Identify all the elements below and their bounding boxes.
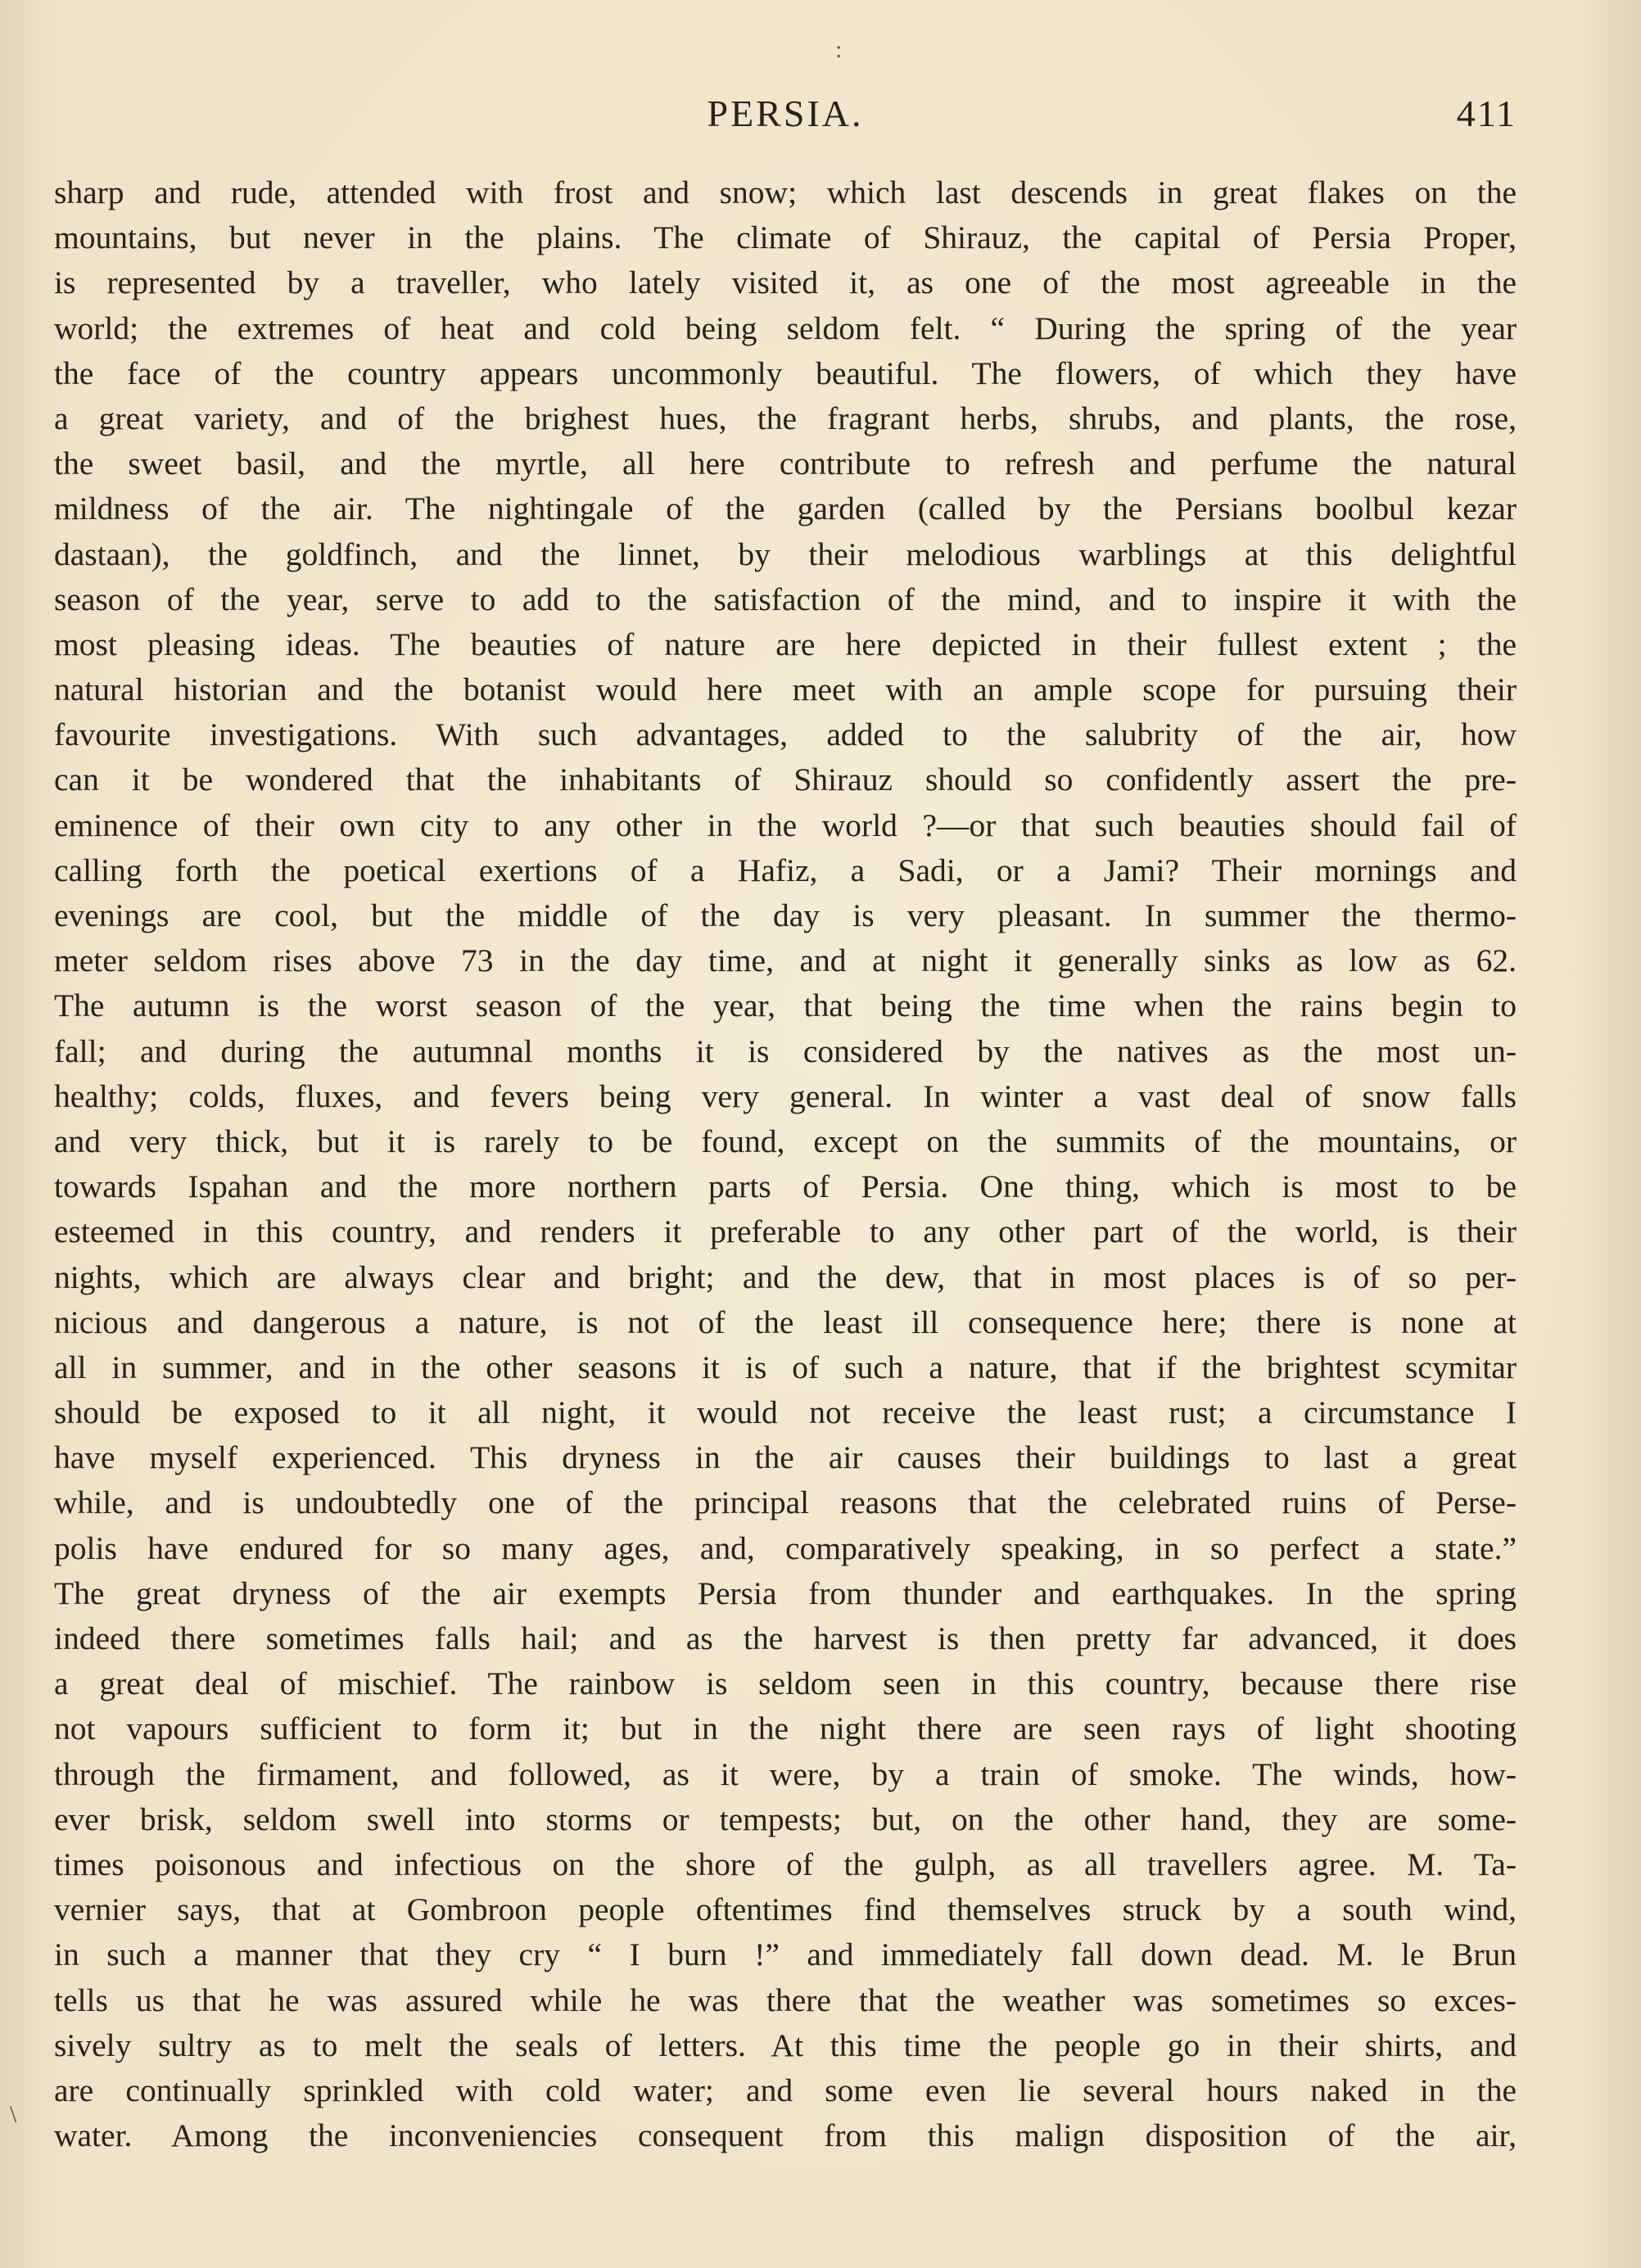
text-line: indeed there sometimes falls hail; and as the harvest is then pretty far advanced, it does [54,1620,1517,1656]
text-line: nights, which are always clear and bright; and the dew, that in most places is of so per- [54,1258,1517,1295]
text-line: sively sultry as to melt the seals of letters. At this time the people go in their shirts, and [54,2026,1517,2063]
body-text [54,170,1517,2158]
text-line: polis have endured for so many ages, and, comparatively speaking, in so perfect a state.” [54,1529,1517,1566]
text-line: times poisonous and infectious on the shore of the gulph, as all travellers agree. M. Ta- [54,1846,1517,1882]
text-line: mildness of the air. The nightingale of the garden (called by the Persians boolbul kezar [54,490,1517,527]
text-line: not vapours sufficient to form it; but in the night there are seen rays of light shooting [54,1710,1517,1747]
text-line: should be exposed to it all night, it would not receive the least rust; a circumstance I [54,1394,1517,1431]
text-line: world; the extremes of heat and cold being seldom felt. “ During the spring of the year [54,309,1517,346]
text-line: a great deal of mischief. The rainbow is seldom seen in this country, because there rise [54,1665,1517,1702]
text-line: a great variety, and of the brighest hues, the fragrant herbs, shrubs, and plants, the rose, [54,400,1517,436]
text-line: esteemed in this country, and renders it preferable to any other part of the world, is their [54,1213,1517,1250]
top-margin-mark: : [835,36,843,63]
page-number: 411 [1456,93,1517,134]
page-header [54,92,1517,149]
text-line: dastaan), the goldfinch, and the linnet, by their melodious warblings at this delightful [54,535,1517,572]
text-line: ever brisk, seldom swell into storms or tempests; but, on the other hand, they are some- [54,1800,1517,1837]
text-line: the face of the country appears uncommonly beautiful. The flowers, of which they have [54,355,1517,391]
text-line: while, and is undoubtedly one of the principal reasons that the celebrated ruins of Perse- [54,1484,1517,1521]
text-line: water. Among the inconveniencies consequent from this malign disposition of the air, [54,2117,1517,2154]
text-line: is represented by a traveller, who lately visited it, as one of the most agreeable in the [54,264,1517,301]
text-line: meter seldom rises above 73 in the day time, and at night it generally sinks as low as 62. [54,942,1517,979]
text-line: towards Ispahan and the more northern parts of Persia. One thing, which is most to be [54,1168,1517,1205]
running-head: PERSIA. [707,93,864,134]
text-line: healthy; colds, fluxes, and fevers being very general. In winter a vast deal of snow falls [54,1078,1517,1114]
text-line: evenings are cool, but the middle of the day is very pleasant. In summer the thermo- [54,897,1517,933]
text-line: calling forth the poetical exertions of a Hafiz, a Sadi, or a Jami? Their mornings and [54,852,1517,888]
text-line: the sweet basil, and the myrtle, all here contribute to refresh and perfume the natural [54,445,1517,482]
text-line: tells us that he was assured while he was there that the weather was sometimes so exces- [54,1981,1517,2018]
text-line: sharp and rude, attended with frost and snow; which last descends in great flakes on the [54,174,1517,210]
text-line: and very thick, but it is rarely to be found, except on the summits of the mountains, or [54,1123,1517,1159]
text-line: mountains, but never in the plains. The climate of Shirauz, the capital of Persia Proper, [54,219,1517,256]
text-line: can it be wondered that the inhabitants of Shirauz should so confidently assert the pre- [54,761,1517,798]
left-margin-mark: \ [10,2101,17,2128]
text-line: most pleasing ideas. The beauties of nature are here depicted in their fullest extent ; the [54,626,1517,662]
text-line: vernier says, that at Gombroon people oftentimes find themselves struck by a south wind, [54,1891,1517,1928]
text-line: The autumn is the worst season of the year, that being the time when the rains begin to [54,987,1517,1024]
text-line: through the firmament, and followed, as it were, by a train of smoke. The winds, how- [54,1755,1517,1792]
text-line: in such a manner that they cry “ I burn !” and immediately fall down dead. M. le Brun [54,1936,1517,1973]
text-line: have myself experienced. This dryness in the air causes their buildings to last a great [54,1439,1517,1476]
text-line: all in summer, and in the other seasons it is of such a nature, that if the brightest scymitar [54,1349,1517,1385]
text-line: The great dryness of the air exempts Persia from thunder and earthquakes. In the spring [54,1574,1517,1611]
text-line: fall; and during the autumnal months it is considered by the natives as the most un- [54,1032,1517,1069]
text-line: natural historian and the botanist would here meet with an ample scope for pursuing their [54,671,1517,708]
text-line: are continually sprinkled with cold water; and some even lie several hours naked in the [54,2071,1517,2108]
text-line: eminence of their own city to any other in the world ?—or that such beauties should fail of [54,806,1517,843]
text-line: favourite investigations. With such advantages, added to the salubrity of the air, how [54,716,1517,753]
text-line: season of the year, serve to add to the satisfaction of the mind, and to inspire it with the [54,581,1517,617]
text-line: nicious and dangerous a nature, is not of the least ill consequence here; there is none at [54,1303,1517,1340]
